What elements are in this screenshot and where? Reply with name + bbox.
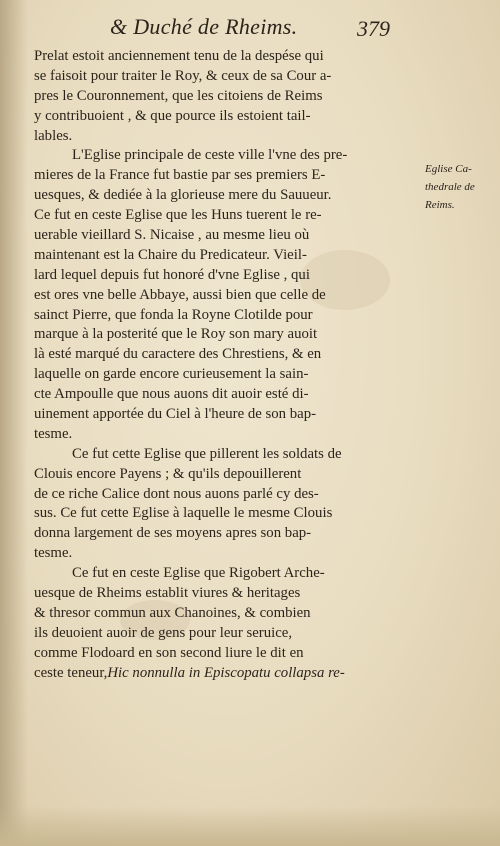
text-line: Ce fut cette Eglise que pillerent les soldats de bbox=[72, 445, 342, 462]
text-line: est ores vne belle Abbaye, aussi bien que celle de bbox=[34, 286, 326, 303]
text-line: se faisoit pour traiter le Roy, & ceux de sa Cour a- bbox=[34, 67, 332, 84]
text-line: Clouis encore Payens ; & qu'ils depouillerent bbox=[34, 465, 302, 482]
text-line: tesme. bbox=[34, 545, 73, 562]
text-line: maintenant est la Chaire du Predicateur. Vieil- bbox=[34, 246, 307, 263]
text-line: L'Eglise principale de ceste ville l'vne des pre- bbox=[72, 147, 348, 164]
margin-note-line: Reims. bbox=[425, 199, 455, 211]
text-line: Prelat estoit anciennement tenu de la despése qui bbox=[34, 48, 324, 64]
page-header bbox=[0, 14, 500, 44]
page-number: 379 bbox=[357, 16, 390, 41]
text-line: marque à la posterité que le Roy son mary auoit bbox=[34, 326, 318, 343]
page-edge-shadow bbox=[0, 806, 500, 846]
body-text bbox=[34, 47, 424, 684]
margin-note-line: Eglise Ca- bbox=[425, 163, 472, 175]
text-run: ceste teneur, bbox=[34, 664, 108, 681]
running-title: & Duché de Rheims. bbox=[110, 14, 298, 39]
text-line: y contribuoient , & que pource ils estoient tail- bbox=[34, 107, 311, 124]
text-line: lard lequel depuis fut honoré d'vne Eglise , qui bbox=[34, 266, 310, 283]
text-line: pres le Couronnement, que les citoiens de Reims bbox=[34, 87, 323, 104]
text-line: uesque de Rheims establit viures & heritages bbox=[34, 585, 301, 602]
text-line: uesques, & dediée à la glorieuse mere du Sauueur. bbox=[34, 187, 332, 204]
text-line: tesme. bbox=[34, 425, 73, 442]
margin-note-line: thedrale de bbox=[425, 181, 475, 193]
gutter-shadow bbox=[0, 0, 28, 846]
text-line: uerable vieillard S. Nicaise , au mesme lieu où bbox=[34, 227, 310, 244]
latin-quote: Hic nonnulla in Episcopatu collapsa re- bbox=[107, 664, 345, 681]
margin-note bbox=[425, 160, 500, 214]
text-line-with-quote bbox=[34, 664, 424, 684]
text-line: cte Ampoulle que nous auons dit auoir esté di- bbox=[34, 386, 309, 403]
text-line: lables. bbox=[34, 127, 73, 144]
text-line: là esté marqué du caractere des Chrestiens, & en bbox=[34, 346, 322, 363]
text-line: ils deuoient auoir de gens pour leur seruice, bbox=[34, 624, 293, 641]
text-line: donna largement de ses moyens apres son bap- bbox=[34, 525, 312, 542]
text-line: comme Flodoard en son second liure le dit en bbox=[34, 644, 304, 661]
text-line: & thresor commun aux Chanoines, & combien bbox=[34, 604, 311, 621]
text-line: Ce fut en ceste Eglise que les Huns tuerent le re- bbox=[34, 207, 322, 224]
text-line: Ce fut en ceste Eglise que Rigobert Arche- bbox=[72, 565, 325, 582]
text-line: mieres de la France fut bastie par ses premiers E- bbox=[34, 167, 326, 184]
text-line: sainct Pierre, que fonda la Royne Clotilde pour bbox=[34, 306, 313, 323]
text-line: sus. Ce fut cette Eglise à laquelle le mesme Clouis bbox=[34, 505, 333, 522]
text-line: de ce riche Calice dont nous auons parlé cy des- bbox=[34, 485, 319, 502]
text-line: laquelle on garde encore curieusement la sain- bbox=[34, 366, 309, 383]
text-line: uinement apportée du Ciel à l'heure de son bap- bbox=[34, 406, 317, 423]
